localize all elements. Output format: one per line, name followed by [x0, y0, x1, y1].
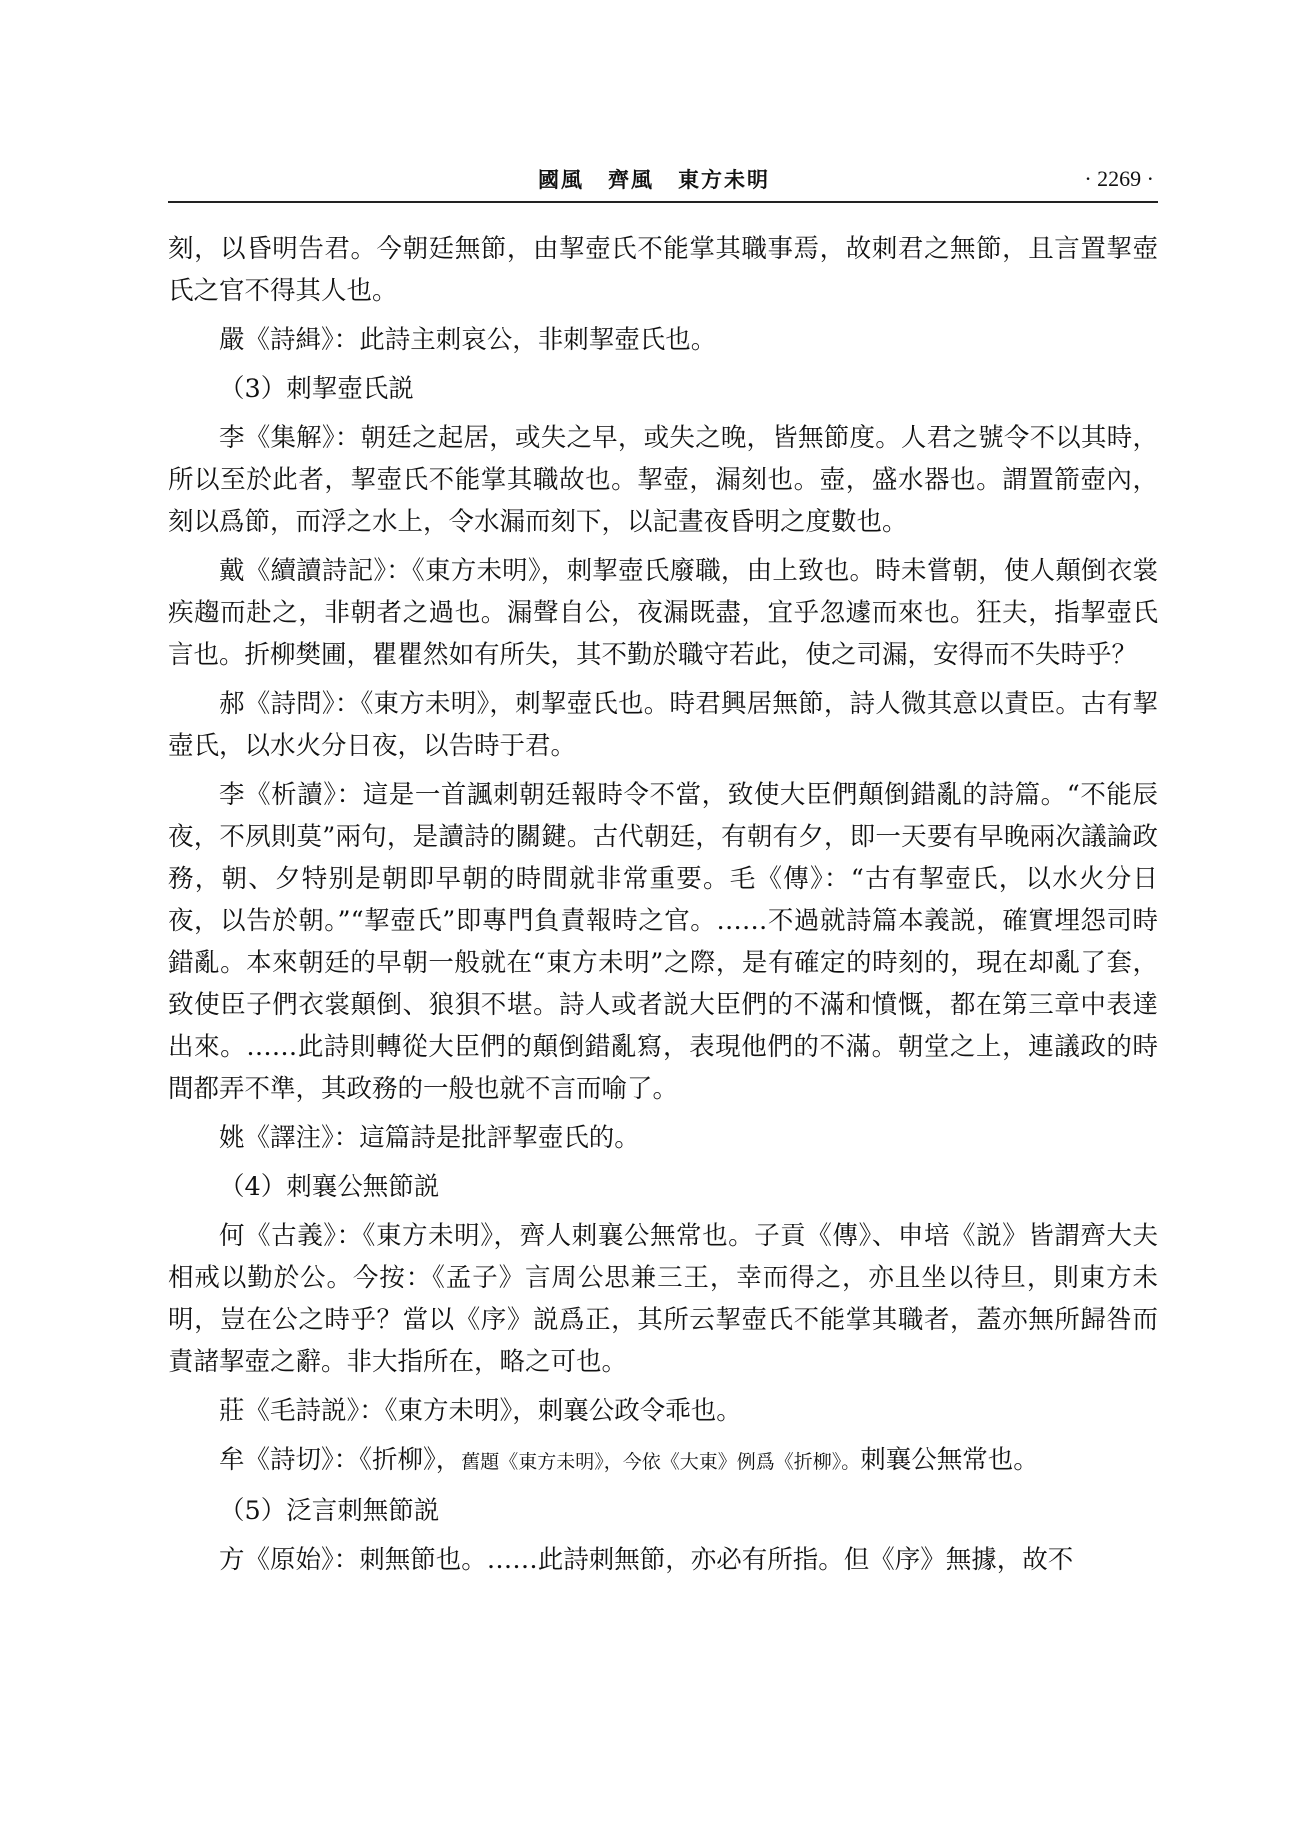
paragraph: 姚《譯注》：這篇詩是批評挈壺氏的。 [219, 1123, 640, 1153]
paragraph: 戴《續讀詩記》：《東方未明》，刺挈壺氏廢職，由上致也。時未嘗朝，使人顛倒衣裳疾趨而赴之，非朝者之過也。漏聲自公，夜漏既盡，宜乎忽遽而來也。狂夫，指挈壺氏言也。折柳樊圃，瞿瞿然如有所失，其不勤於職守若此，使之司漏，安得而不失時乎？ [168, 556, 1158, 670]
paragraph-with-note [168, 1439, 1158, 1483]
inline-note: 舊題《東方未明》，今依《大東》例爲《折柳》。 [461, 1451, 861, 1473]
section-heading: （3）刺挈壺氏説 [219, 374, 414, 404]
paragraph: 郝《詩問》：《東方未明》，刺挈壺氏也。時君興居無節，詩人微其意以責臣。古有挈壺氏，以水火分日夜，以告時于君。 [168, 689, 1158, 761]
page-header [168, 158, 1158, 198]
paragraph: 李《集解》：朝廷之起居，或失之早，或失之晚，皆無節度。人君之號令不以其時，所以至於此者，挈壺氏不能掌其職故也。挈壺，漏刻也。壺，盛水器也。謂置箭壺內，刻以爲節，而浮之水上，令水漏而刻下，以記晝夜昏明之度數也。 [168, 423, 1158, 537]
paragraph: 何《古義》：《東方未明》，齊人刺襄公無常也。子貢《傳》、申培《説》皆謂齊大夫相戒以勤於公。今按：《孟子》言周公思兼三王，幸而得之，亦且坐以待旦，則東方未明，豈在公之時乎？當以《序》説爲正，其所云挈壺氏不能掌其職者，蓋亦無所歸咎而責諸挈壺之辭。非大指所在，略之可也。 [168, 1221, 1158, 1377]
paragraph: 刻，以昏明告君。今朝廷無節，由挈壺氏不能掌其職事焉，故刺君之無節，且言置挈壺氏之官不得其人也。 [168, 234, 1158, 306]
running-title-part: 國風 [538, 167, 584, 192]
paragraph: 李《析讀》：這是一首諷刺朝廷報時令不當，致使大臣們顛倒錯亂的詩篇。“不能辰夜，不夙則莫”兩句，是讀詩的關鍵。古代朝廷，有朝有夕，即一天要有早晚兩次議論政務，朝、夕特别是朝即早朝的時間就非常重要。毛《傳》：“古有挈壺氏，以水火分日夜，以告於朝。”“挈壺氏”即專門負責報時之官。……不過就詩篇本義説，確實埋怨司時錯亂。本來朝廷的早朝一般就在“東方未明”之際，是有確定的時刻的，現在却亂了套，致使臣子們衣裳顛倒、狼狽不堪。詩人或者説大臣們的不滿和憤慨，都在第三章中表達出來。……此詩則轉從大臣們的顛倒錯亂寫，表現他們的不滿。朝堂之上，連議政的時間都弄不準，其政務的一般也就不言而喻了。 [168, 780, 1158, 1104]
running-title [538, 164, 794, 194]
paragraph: 嚴《詩緝》：此詩主刺哀公，非刺挈壺氏也。 [219, 325, 717, 355]
text-body [168, 228, 1158, 1588]
page-number: · 2269 · [1084, 166, 1154, 191]
running-title-part: 東方未明 [678, 167, 770, 192]
running-title-part: 齊風 [608, 167, 654, 192]
section-heading: （5）泛言刺無節説 [219, 1496, 440, 1526]
paragraph: 莊《毛詩説》：《東方未明》，刺襄公政令乖也。 [219, 1396, 742, 1426]
paragraph-tail: 刺襄公無常也。 [860, 1445, 1039, 1475]
paragraph: 方《原始》：刺無節也。……此詩刺無節，亦必有所指。但《序》無據，故不 [219, 1545, 1074, 1575]
section-heading: （4）刺襄公無節説 [219, 1172, 440, 1202]
paragraph-lead: 牟《詩切》：《折柳》， [219, 1445, 462, 1475]
header-divider [168, 201, 1158, 203]
